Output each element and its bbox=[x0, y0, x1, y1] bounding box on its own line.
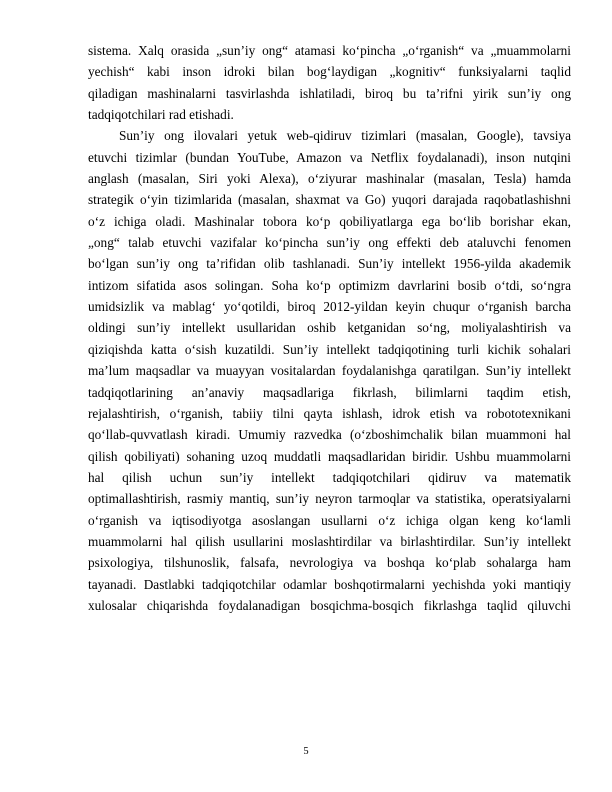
text-line: intizom sifatida asos solingan. Soha ko‘p optimizm davrlarini bosib o‘tdi, so‘ngra bbox=[88, 277, 571, 293]
text-line: etuvchi tizimlar (bundan YouTube, Amazon va Netflix foydalanadi), inson nutqini bbox=[88, 149, 571, 165]
text-line: qiladigan mashinalarni tasvirlashda ishlatiladi, biroq bu ta’rifni yirik sun’iy ong bbox=[88, 85, 571, 101]
text-line: oldingi sun’iy intellekt usullaridan oshib ketganidan so‘ng, moliyalashtirish va bbox=[88, 320, 571, 336]
text-line: psixologiya, tilshunoslik, falsafa, nevrologiya va boshqa ko‘plab sohalarga ham bbox=[88, 555, 571, 571]
text-line: tayanadi. Dastlabki tadqiqotchilar odamlar boshqotirmalarni yechishda yoki mantiqiy bbox=[88, 576, 571, 592]
text-line: tadqiqotlarining an’anaviy maqsadlariga fikrlash, bilimlarni taqdim etish, bbox=[88, 384, 571, 400]
text-line: sistema. Xalq orasida „sun’iy ong“ atamasi ko‘pincha „o‘rganish“ va „muammolarni bbox=[88, 43, 571, 58]
text-line: rejalashtirish, o‘rganish, tabiiy tilni qayta ishlash, idrok etish va robototexnikani bbox=[88, 405, 571, 421]
document-body bbox=[88, 40, 571, 616]
text-line: o‘z ichiga oladi. Mashinalar tobora ko‘p qobiliyatlarga ega bo‘lib borishar ekan, bbox=[88, 213, 571, 229]
text-line: qo‘llab-quvvatlash kiradi. Umumiy razvedka (o‘zboshimchalik bilan muammoni hal bbox=[88, 427, 571, 443]
text-line: Sun’iy ong ilovalari yetuk web-qidiruv tizimlari (masalan, Google), tavsiya bbox=[119, 128, 571, 144]
text-line: yechish“ kabi inson idroki bilan bog‘laydigan „kognitiv“ funksiyalarni taqlid bbox=[88, 64, 571, 80]
text-line: strategik o‘yin tizimlarida (masalan, shaxmat va Go) yuqori darajada raqobatlashishni bbox=[88, 192, 571, 208]
text-line: anglash (masalan, Siri yoki Alexa), o‘ziyurar mashinalar (masalan, Tesla) hamda bbox=[88, 171, 571, 187]
page-number: 5 bbox=[303, 746, 309, 757]
text-line: bo‘lgan sun’iy ong ta’rifidan olib tashlanadi. Sun’iy intellekt 1956-yilda akademik bbox=[88, 256, 571, 272]
text-line: qiziqishda katta o‘sish kuzatildi. Sun’iy intellekt tadqiqotining turli kichik sohalari bbox=[88, 341, 571, 357]
text-line: qilish qobiliyati) sohaning uzoq muddatli maqsadlaridan biridir. Ushbu muammolarni bbox=[88, 448, 571, 464]
text-line: tadqiqotchilari rad etishadi. bbox=[88, 107, 234, 123]
text-line: o‘rganish va iqtisodiyotga asoslangan usullarni o‘z ichiga olgan keng ko‘lamli bbox=[88, 512, 571, 528]
text-line: ma’lum maqsadlar va muayyan vositalardan foydalanishga qaratilgan. Sun’iy intellekt bbox=[88, 363, 571, 379]
text-line: „ong“ talab etuvchi vazifalar ko‘pincha sun’iy ong effekti deb ataluvchi fenomen bbox=[88, 235, 571, 251]
text-line: optimallashtirish, rasmiy mantiq, sun’iy neyron tarmoqlar va statistika, operatsiyalarni bbox=[88, 491, 571, 507]
text-line: hal qilish uchun sun’iy intellekt tadqiqotchilari qidiruv va matematik bbox=[88, 469, 571, 485]
text-line: xulosalar chiqarishda foydalanadigan bosqichma-bosqich fikrlashga taqlid qiluvchi bbox=[88, 597, 571, 613]
text-line: umidsizlik va mablag‘ yo‘qotildi, biroq 2012-yildan keyin chuqur o‘rganish barcha bbox=[88, 299, 571, 315]
text-line: muammolarni hal qilish usullarini moslashtirdilar va birlashtirdilar. Sun’iy intellekt bbox=[88, 533, 571, 549]
